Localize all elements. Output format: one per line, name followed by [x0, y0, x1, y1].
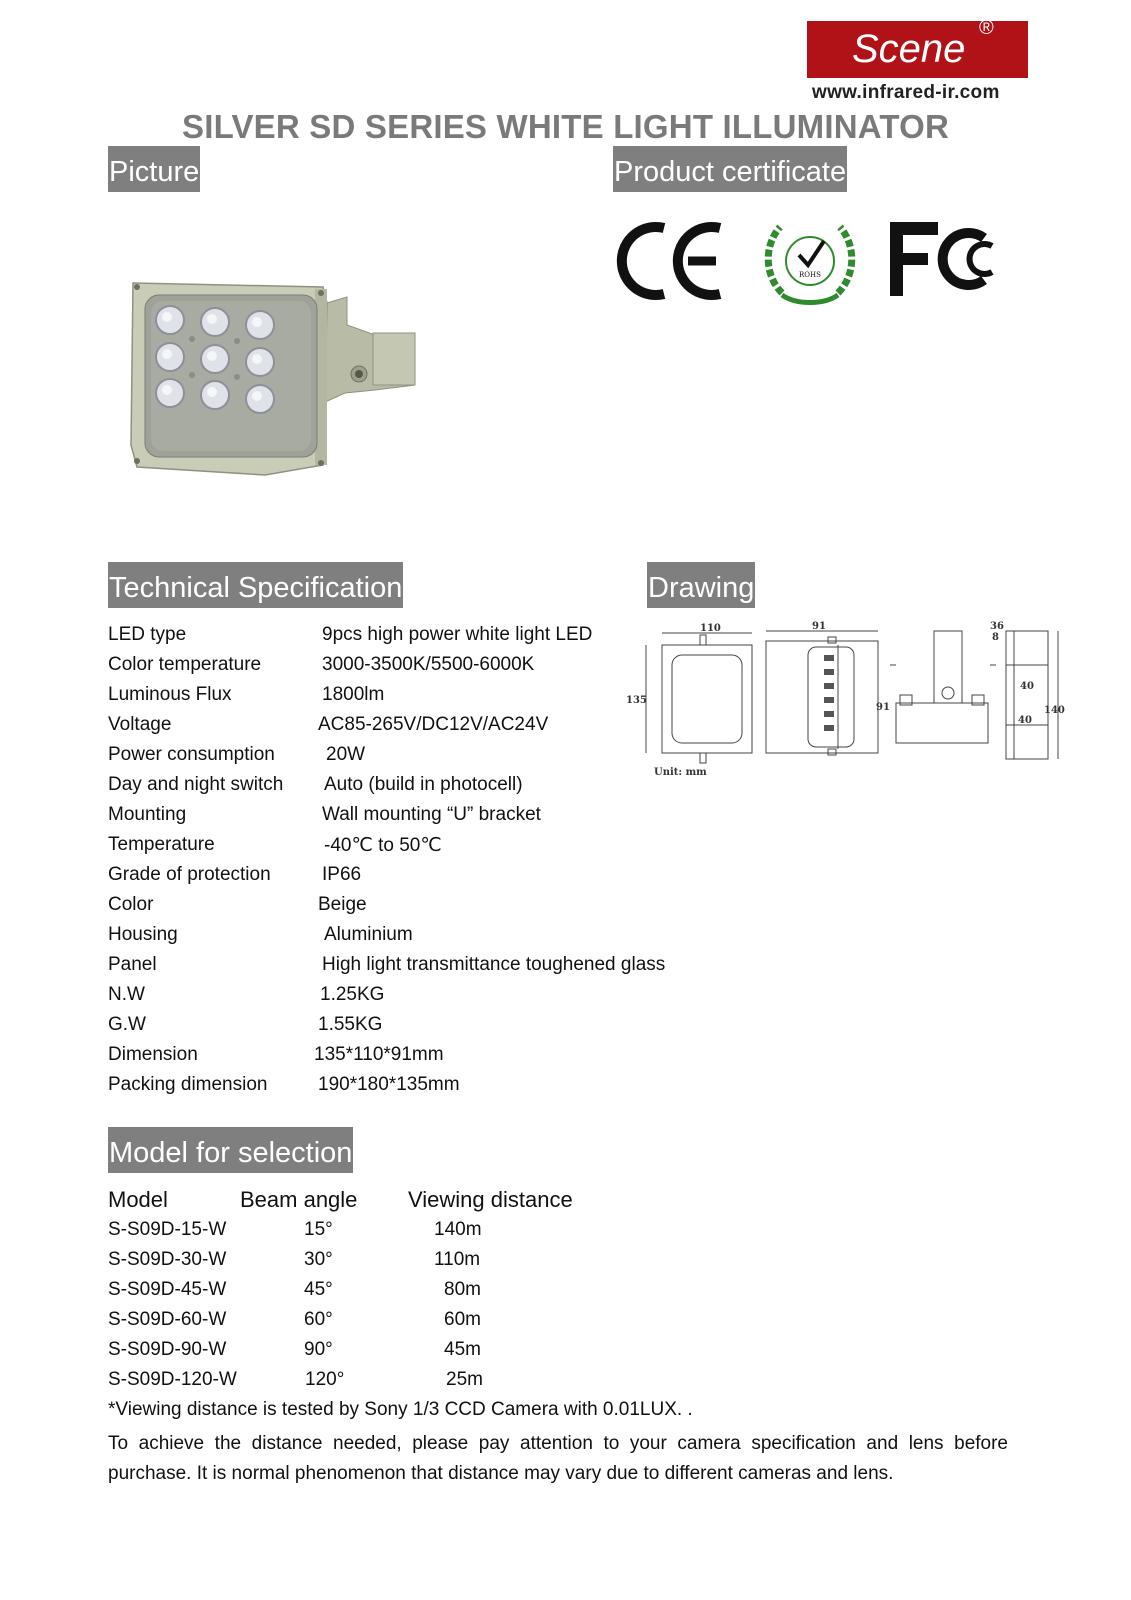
drawing-unit: Unit: mm	[654, 767, 707, 778]
footnote-test-condition: *Viewing distance is tested by Sony 1/3 CCD Camera with 0.01LUX. .	[108, 1399, 693, 1420]
spec-value: 20W	[326, 744, 366, 765]
spec-value: 1.55KG	[318, 1014, 383, 1035]
spec-value: Wall mounting “U” bracket	[322, 804, 541, 825]
brand-logo	[807, 17, 1028, 78]
spec-value: Auto (build in photocell)	[324, 774, 523, 795]
model-beam-angle: 120°	[305, 1369, 345, 1390]
model-beam-angle: 90°	[304, 1339, 333, 1360]
spec-value: 3000-3500K/5500-6000K	[322, 654, 535, 675]
model-name: S-S09D-90-W	[108, 1339, 227, 1360]
model-name: S-S09D-15-W	[108, 1219, 227, 1240]
dim-8: 8	[992, 632, 999, 643]
model-viewing-distance: 80m	[444, 1279, 481, 1300]
spec-value: 1800lm	[322, 684, 385, 705]
page-title: SILVER SD SERIES WHITE LIGHT ILLUMINATOR	[181, 108, 950, 145]
registered-mark: ®	[979, 17, 994, 39]
model-name: S-S09D-30-W	[108, 1249, 227, 1270]
spec-value: 190*180*135mm	[318, 1074, 460, 1095]
dim-135: 135	[626, 695, 647, 706]
spec-label: Dimension	[108, 1044, 198, 1065]
section-heading-picture: Picture	[108, 146, 200, 192]
spec-label: Temperature	[108, 834, 215, 855]
section-heading-tech-spec: Technical Specification	[108, 562, 403, 608]
website-url[interactable]: www.infrared-ir.com	[812, 82, 1000, 103]
model-beam-angle: 30°	[304, 1249, 333, 1270]
spec-value: Beige	[318, 894, 367, 915]
section-heading-models: Model for selection	[108, 1127, 353, 1173]
spec-value: AC85-265V/DC12V/AC24V	[318, 714, 549, 735]
spec-label: Voltage	[108, 714, 172, 735]
model-viewing-distance: 60m	[444, 1309, 481, 1330]
spec-value: Aluminium	[324, 924, 413, 945]
spec-label: N.W	[108, 984, 145, 1005]
dim-140: 140	[1044, 705, 1065, 716]
section-heading-drawing: Drawing	[647, 562, 755, 608]
fcc-mark-icon	[888, 220, 1008, 300]
spec-label: Day and night switch	[108, 774, 284, 795]
dim-91-top: 91	[812, 621, 826, 632]
dimension-drawing	[626, 621, 1078, 805]
section-heading-certificate: Product certificate	[613, 146, 847, 192]
product-image	[125, 275, 425, 485]
spec-label: Grade of protection	[108, 864, 271, 885]
column-header-viewing-distance: Viewing distance	[408, 1187, 573, 1212]
model-name: S-S09D-45-W	[108, 1279, 227, 1300]
spec-label: Packing dimension	[108, 1074, 268, 1095]
spec-label: LED type	[108, 624, 187, 645]
brand-name: Scene	[852, 27, 966, 71]
rohs-label: ROHS	[799, 271, 821, 279]
spec-label: Housing	[108, 924, 178, 945]
spec-label: Power consumption	[108, 744, 275, 765]
column-header-beam-angle: Beam angle	[240, 1187, 358, 1212]
spec-label: G.W	[108, 1014, 146, 1035]
dim-110: 110	[700, 623, 721, 634]
dim-36: 36	[990, 621, 1004, 632]
model-viewing-distance: 110m	[434, 1249, 481, 1270]
spec-value: 135*110*91mm	[314, 1044, 444, 1065]
footnote-disclaimer: To achieve the distance needed, please pay attention to your camera specification and lens before purchase. It is normal phenomenon that distance may vary due to different cameras and lens.	[108, 1433, 1008, 1484]
spec-label: Color temperature	[108, 654, 262, 675]
spec-label: Panel	[108, 954, 157, 975]
model-beam-angle: 60°	[304, 1309, 333, 1330]
ce-mark-icon	[620, 220, 730, 302]
spec-value: -40℃ to 50℃	[324, 835, 442, 856]
spec-value: High light transmittance toughened glass	[322, 954, 666, 975]
model-beam-angle: 45°	[304, 1279, 333, 1300]
dim-91-side: 91	[876, 702, 890, 713]
model-name: S-S09D-120-W	[108, 1369, 237, 1390]
rohs-badge-icon	[762, 215, 858, 307]
column-header-model: Model	[108, 1187, 168, 1212]
spec-label: Color	[108, 894, 154, 915]
spec-value: 1.25KG	[320, 984, 385, 1005]
model-beam-angle: 15°	[304, 1219, 333, 1240]
spec-value: IP66	[322, 864, 362, 885]
spec-label: Luminous Flux	[108, 684, 232, 705]
model-viewing-distance: 25m	[446, 1369, 483, 1390]
model-viewing-distance: 140m	[434, 1219, 482, 1240]
model-name: S-S09D-60-W	[108, 1309, 227, 1330]
dim-40-lower: 40	[1018, 715, 1032, 726]
dim-40-upper: 40	[1020, 681, 1034, 692]
spec-label: Mounting	[108, 804, 187, 825]
spec-value: 9pcs high power white light LED	[322, 624, 593, 645]
model-viewing-distance: 45m	[444, 1339, 481, 1360]
